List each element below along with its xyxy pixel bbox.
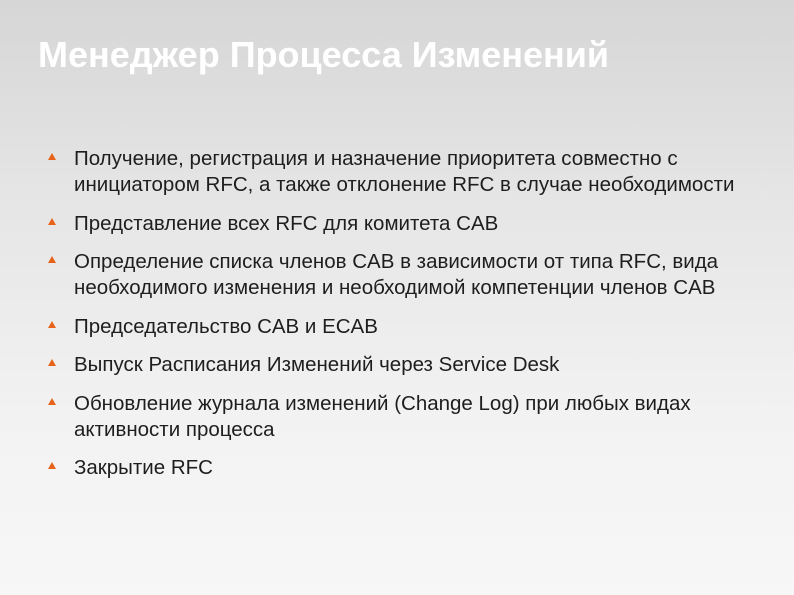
triangle-bullet-icon (48, 256, 56, 263)
triangle-bullet-icon (48, 398, 56, 405)
triangle-bullet-icon (48, 218, 56, 225)
bullet-item (48, 391, 748, 443)
bullet-text: Председательство CAB и ECAB (74, 314, 378, 338)
bullet-item (48, 455, 748, 481)
bullet-list (48, 146, 748, 494)
triangle-bullet-icon (48, 321, 56, 328)
bullet-text: Определение списка членов CAB в зависимости от типа RFC, вида необходимого изменения и необходимой компетенции членов CAB (74, 250, 719, 299)
triangle-bullet-icon (48, 462, 56, 469)
bullet-item (48, 352, 748, 378)
bullet-item (48, 249, 748, 301)
slide-title: Менеджер Процесса Изменений (38, 34, 610, 75)
triangle-bullet-icon (48, 153, 56, 160)
bullet-item (48, 146, 748, 198)
bullet-text: Получение, регистрация и назначение приоритета совместно с инициатором RFC, а также отклонение RFC в случае необходимости (74, 147, 735, 196)
bullet-item (48, 211, 748, 237)
bullet-text: Обновление журнала изменений (Change Log) при любых видах активности процесса (74, 391, 691, 441)
bullet-item (48, 314, 748, 340)
triangle-bullet-icon (48, 359, 56, 366)
bullet-text: Выпуск Расписания Изменений через Service Desk (74, 353, 560, 376)
bullet-text: Закрытие RFC (74, 456, 213, 479)
bullet-text: Представление всех RFC для комитета CAB (74, 211, 499, 235)
